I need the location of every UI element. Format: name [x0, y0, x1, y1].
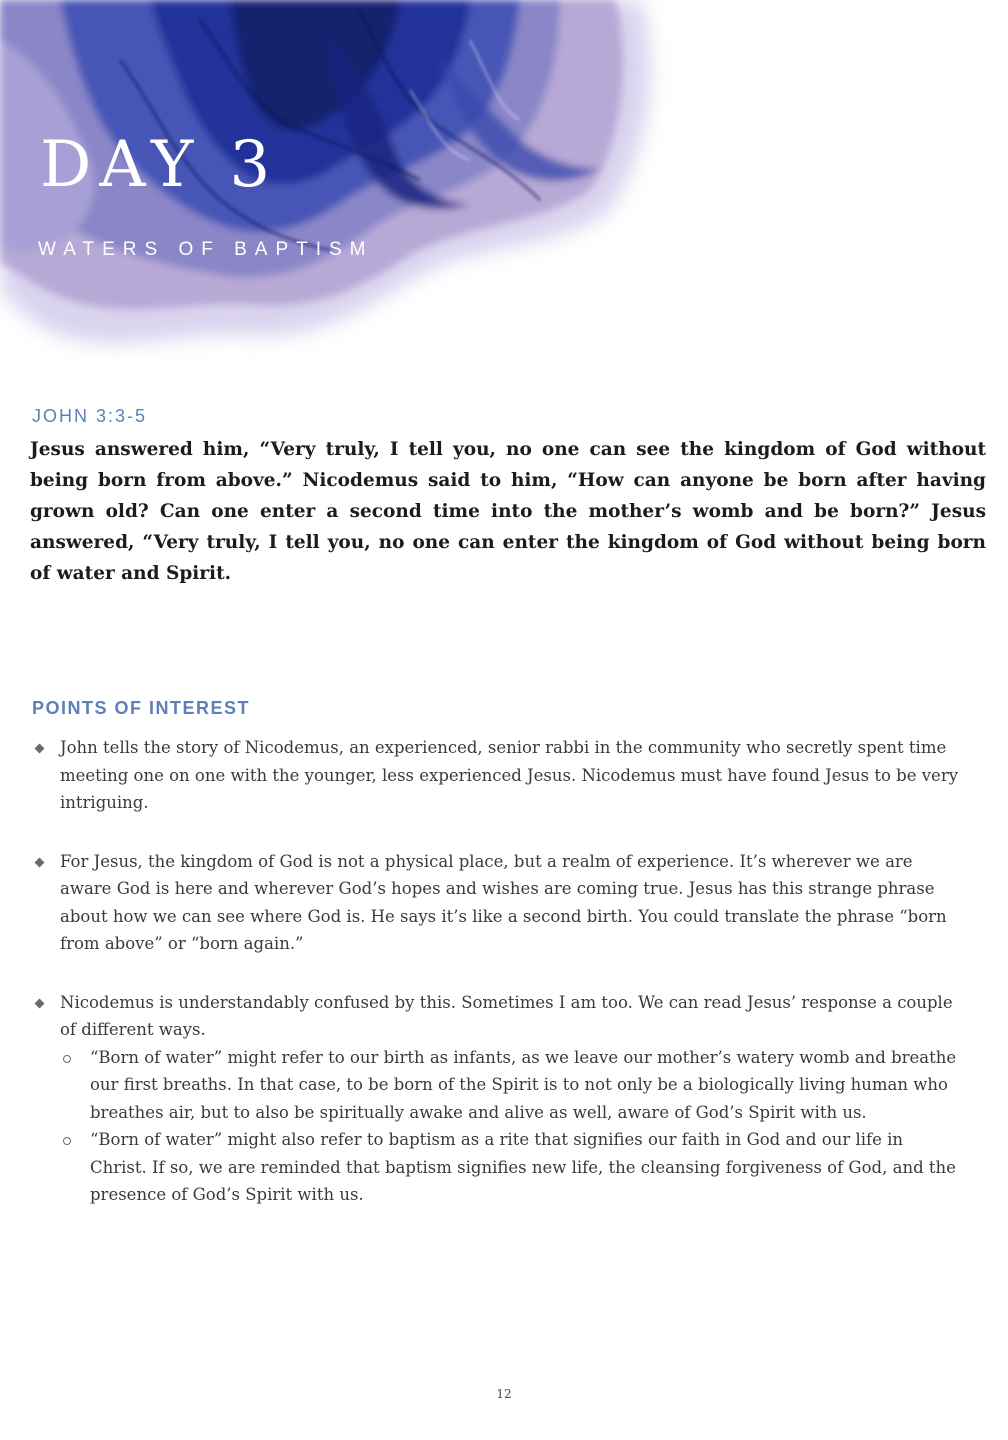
diamond-bullet-icon	[35, 744, 45, 754]
scripture-reference: JOHN 3:3-5	[32, 406, 148, 426]
point-text: For Jesus, the kingdom of God is not a physical place, but a realm of experience. It’s wherever we are aware God is here and wherever God’s hopes and wishes are coming true. Jesus has this strange phrase about how we can see where God is. He says it’s like a second birth. You could translate the phrase “born from above” or “born again.”	[60, 851, 947, 953]
list-item	[32, 989, 962, 1209]
day-title: DAY 3	[40, 128, 279, 202]
diamond-bullet-icon	[35, 857, 45, 867]
list-item	[32, 848, 962, 958]
subpoint-text: “Born of water” might also refer to baptism as a rite that signifies our faith in God and our life in Christ. If so, we are reminded that baptism signifies new life, the cleansing forgiveness of God, and the presence of God’s Spirit with us.	[90, 1130, 956, 1204]
day-subtitle: WATERS OF BAPTISM	[38, 239, 374, 260]
subpoint-text: “Born of water” might refer to our birth as infants, as we leave our mother’s watery womb and breathe our first breaths. In that case, to be born of the Spirit is to not only be a biologically living human who breathes air, but to also be spiritually awake and alive as well, aware of God’s Spirit with us.	[90, 1047, 957, 1122]
sub-list-item	[60, 1126, 962, 1209]
points-list	[32, 734, 962, 1240]
circle-bullet-icon	[63, 1055, 71, 1063]
point-text: Nicodemus is understandably confused by this. Sometimes I am too. We can read Jesus’ response a couple of different ways.	[60, 992, 953, 1039]
page-number: 12	[496, 1387, 512, 1401]
subpoints-list	[60, 1044, 962, 1209]
list-item	[32, 734, 962, 817]
sub-list-item	[60, 1044, 962, 1127]
circle-bullet-icon	[63, 1137, 71, 1145]
diamond-bullet-icon	[35, 998, 45, 1008]
points-of-interest-heading: POINTS OF INTEREST	[32, 698, 251, 718]
point-text: John tells the story of Nicodemus, an experienced, senior rabbi in the community who secretly spent time meeting one on one with the younger, less experienced Jesus. Nicodemus must have found Jesus to be very intriguing.	[60, 738, 959, 812]
scripture-text: Jesus answered him, “Very truly, I tell you, no one can see the kingdom of God without being born from above.” Nicodemus said to him, “How can anyone be born after having grown old? Can one enter a second time into the mother’s womb and be born?” Jesus answered, “Very truly, I tell you, no one can enter the kingdom of God without being born of water and Spirit.	[30, 439, 986, 584]
